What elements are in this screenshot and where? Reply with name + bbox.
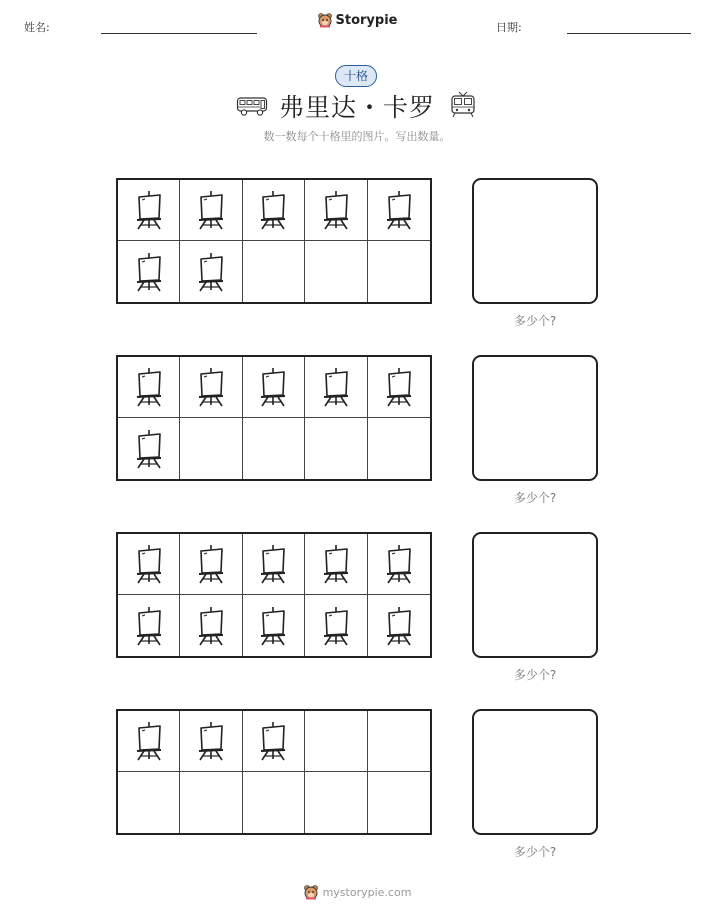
ten-frame-cell bbox=[305, 534, 367, 595]
easel-icon bbox=[257, 543, 289, 585]
ten-frame-3 bbox=[116, 532, 432, 658]
ten-frame-cell bbox=[305, 357, 367, 418]
ten-frame-cell bbox=[368, 772, 430, 833]
ten-frame-cell bbox=[180, 772, 242, 833]
ten-frame-cell bbox=[180, 180, 242, 241]
name-line[interactable] bbox=[101, 33, 257, 34]
brand-logo bbox=[0, 12, 714, 32]
easel-icon bbox=[257, 720, 289, 762]
easel-icon bbox=[133, 251, 165, 293]
easel-icon bbox=[320, 189, 352, 231]
easel-icon bbox=[195, 720, 227, 762]
ten-frame-4 bbox=[116, 709, 432, 835]
ten-frame-1 bbox=[116, 178, 432, 304]
ten-frame-cell bbox=[243, 595, 305, 656]
easel-icon bbox=[320, 366, 352, 408]
answer-label-1: 多少个? bbox=[513, 314, 557, 328]
easel-icon bbox=[383, 543, 415, 585]
ten-frame-cell bbox=[305, 180, 367, 241]
ten-frame-cell bbox=[305, 418, 367, 479]
easel-icon bbox=[133, 720, 165, 762]
ten-frame-cell bbox=[118, 772, 180, 833]
footer-url[interactable]: mystorypie.com bbox=[322, 885, 412, 899]
easel-icon bbox=[195, 543, 227, 585]
ten-frame-cell bbox=[118, 595, 180, 656]
ten-frame-cell bbox=[243, 534, 305, 595]
bear-icon bbox=[303, 884, 319, 900]
answer-box-2[interactable] bbox=[472, 355, 598, 481]
ten-frame-cell bbox=[368, 241, 430, 302]
answer-label-3: 多少个? bbox=[513, 668, 557, 682]
easel-icon bbox=[383, 366, 415, 408]
easel-icon bbox=[320, 605, 352, 647]
easel-icon bbox=[320, 543, 352, 585]
ten-frame-cell bbox=[118, 534, 180, 595]
footer bbox=[0, 884, 714, 903]
date-line[interactable] bbox=[567, 33, 691, 34]
answer-box-1[interactable] bbox=[472, 178, 598, 304]
ten-frame-cell bbox=[118, 241, 180, 302]
answer-box-4[interactable] bbox=[472, 709, 598, 835]
ten-frame-cell bbox=[368, 357, 430, 418]
ten-frame-cell bbox=[243, 418, 305, 479]
ten-frame-cell bbox=[118, 357, 180, 418]
ten-frame-cell bbox=[305, 772, 367, 833]
easel-icon bbox=[257, 189, 289, 231]
brand-name: Storypie bbox=[335, 12, 398, 28]
answer-box-3[interactable] bbox=[472, 532, 598, 658]
ten-frame-cell bbox=[243, 180, 305, 241]
easel-icon bbox=[133, 366, 165, 408]
instructions: 数一数每个十格里的图片。写出数量。 bbox=[263, 130, 451, 143]
easel-icon bbox=[195, 366, 227, 408]
ten-frame-cell bbox=[180, 534, 242, 595]
ten-frame-cell bbox=[180, 711, 242, 772]
ten-frame-cell bbox=[180, 595, 242, 656]
ten-frame-cell bbox=[180, 357, 242, 418]
easel-icon bbox=[195, 251, 227, 293]
ten-frame-cell bbox=[305, 595, 367, 656]
easel-icon bbox=[257, 366, 289, 408]
ten-frame-cell bbox=[243, 711, 305, 772]
ten-frame-cell bbox=[180, 418, 242, 479]
ten-frame-cell bbox=[118, 418, 180, 479]
ten-frame-cell bbox=[305, 711, 367, 772]
ten-frame-cell bbox=[368, 595, 430, 656]
answer-label-4: 多少个? bbox=[513, 845, 557, 859]
easel-icon bbox=[133, 428, 165, 470]
name-label: 姓名: bbox=[24, 21, 50, 34]
ten-frame-cell bbox=[118, 711, 180, 772]
easel-icon bbox=[195, 189, 227, 231]
ten-frame-2 bbox=[116, 355, 432, 481]
easel-icon bbox=[133, 543, 165, 585]
ten-frame-cell bbox=[368, 418, 430, 479]
ten-frame-cell bbox=[118, 180, 180, 241]
ten-frame-cell bbox=[368, 711, 430, 772]
ten-frame-cell bbox=[243, 357, 305, 418]
ten-frame-cell bbox=[243, 772, 305, 833]
easel-icon bbox=[383, 189, 415, 231]
ten-frame-cell bbox=[368, 534, 430, 595]
page-title: 弗里达・卡罗 bbox=[278, 93, 435, 122]
easel-icon bbox=[383, 605, 415, 647]
easel-icon bbox=[133, 189, 165, 231]
bear-icon bbox=[317, 12, 333, 28]
ten-frame-cell bbox=[180, 241, 242, 302]
answer-label-2: 多少个? bbox=[513, 491, 557, 505]
ten-frame-cell bbox=[243, 241, 305, 302]
easel-icon bbox=[257, 605, 289, 647]
easel-icon bbox=[195, 605, 227, 647]
worksheet-badge: 十格 bbox=[335, 65, 377, 87]
ten-frame-cell bbox=[305, 241, 367, 302]
tram-icon bbox=[449, 91, 477, 119]
ten-frame-cell bbox=[368, 180, 430, 241]
date-label: 日期: bbox=[496, 21, 522, 34]
easel-icon bbox=[133, 605, 165, 647]
